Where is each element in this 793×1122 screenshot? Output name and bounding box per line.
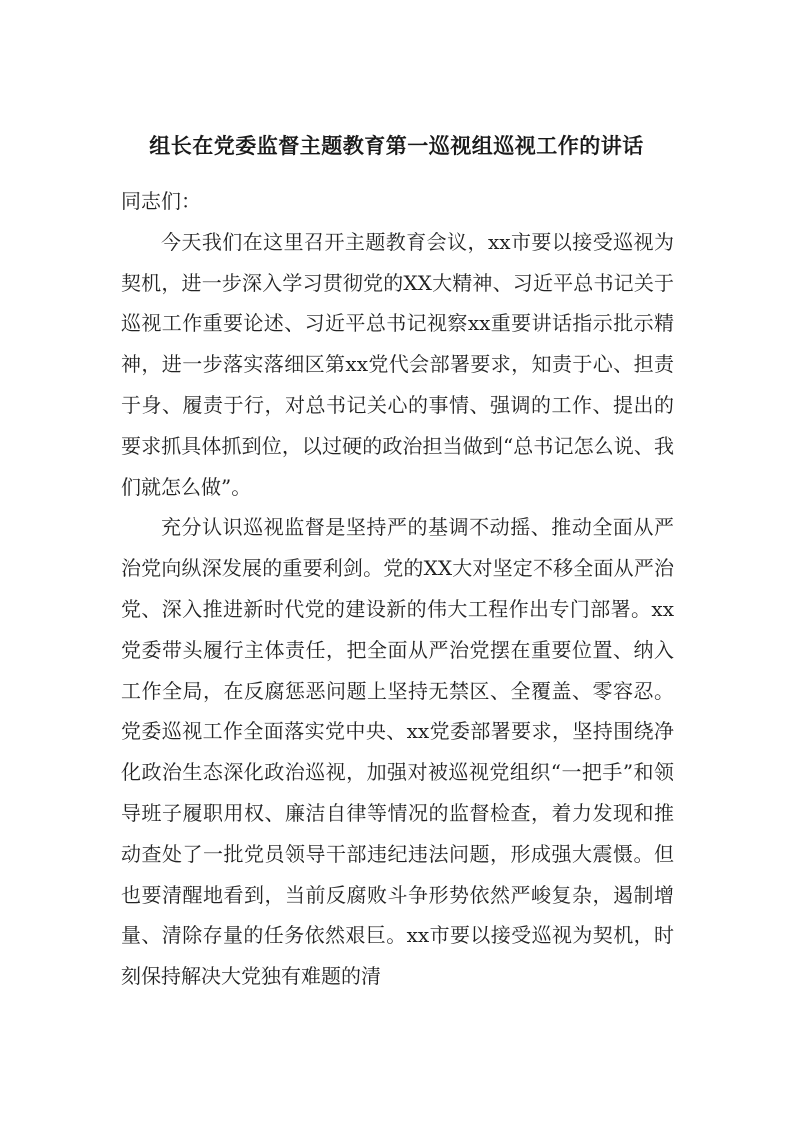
document-title: 组长在党委监督主题教育第一巡视组巡视工作的讲话 (149, 133, 644, 158)
paragraph: 今天我们在这里召开主题教育会议，xx市要以接受巡视为契机，进一步深入学习贯彻党的XX大精神、习近平总书记关于巡视工作重要论述、习近平总书记视察xx重要讲话指示批示精神，进一步落实落细区第xx党代会部署要求，知责于心、担责于身、履责于行，对总书记关心的事情、强调的工作、提出的要求抓具体抓到位，以过硬的政治担当做到“总书记怎么说、我们就怎么做”。 (121, 229, 674, 499)
document-body (121, 181, 674, 997)
paragraph: 充分认识巡视监督是坚持严的基调不动摇、推动全面从严治党向纵深发展的重要利剑。党的XX大对坚定不移全面从严治党、深入推进新时代党的建设新的伟大工程作出专门部署。xx党委带头履行主体责任，把全面从严治党摆在重要位置、纳入工作全局，在反腐惩恶问题上坚持无禁区、全覆盖、零容忍。党委巡视工作全面落实党中央、xx党委部署要求，坚持围绕净化政治生态深化政治巡视，加强对被巡视党组织“一把手”和领导班子履职用权、廉洁自律等情况的监督检查，着力发现和推动查处了一批党员领导干部违纪违法问题，形成强大震慑。但也要清醒地看到，当前反腐败斗争形势依然严峻复杂，遏制增量、清除存量的任务依然艰巨。xx市要以接受巡视为契机，时刻保持解决大党独有难题的清 (121, 515, 674, 989)
greeting: 同志们： (121, 189, 201, 213)
